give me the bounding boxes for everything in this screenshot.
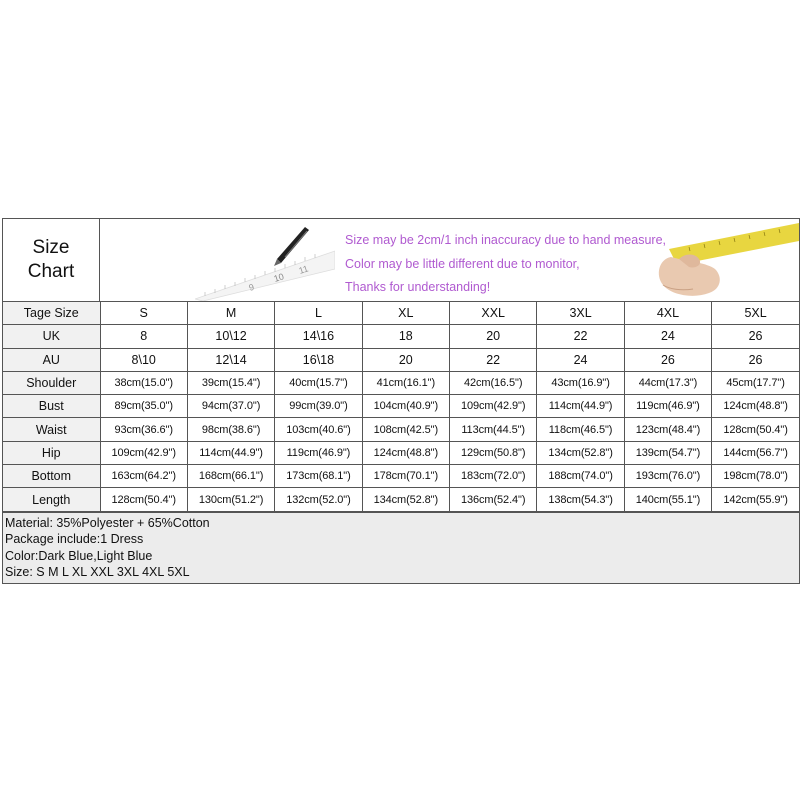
table-cell: 44cm(17.3") [624,371,711,394]
table-cell: 24 [624,325,711,348]
table-cell: 128cm(50.4") [712,418,799,441]
table-row [3,348,799,371]
table-header-row [3,302,799,325]
table-cell: 38cm(15.0") [100,371,187,394]
table-cell: 130cm(51.2") [187,488,274,511]
table-cell: 142cm(55.9") [712,488,799,511]
table-row [3,441,799,464]
size-header-cell: 4XL [624,302,711,325]
row-label: Bust [3,395,100,418]
table-cell: 132cm(52.0") [275,488,362,511]
row-label: Shoulder [3,371,100,394]
table-cell: 163cm(64.2") [100,465,187,488]
table-cell: 124cm(48.8") [362,441,449,464]
table-cell: 193cm(76.0") [624,465,711,488]
row-label: Bottom [3,465,100,488]
size-header-cell: 3XL [537,302,624,325]
note-line: Color may be little different due to monitor, [345,256,580,271]
row-label: Length [3,488,100,511]
table-cell: 45cm(17.7") [712,371,799,394]
table-row [3,325,799,348]
table-cell: 22 [537,325,624,348]
table-cell: 10\12 [187,325,274,348]
table-cell: 104cm(40.9") [362,395,449,418]
table-cell: 22 [450,348,537,371]
table-cell: 108cm(42.5") [362,418,449,441]
table-cell: 14\16 [275,325,362,348]
table-cell: 188cm(74.0") [537,465,624,488]
table-cell: 128cm(50.4") [100,488,187,511]
table-cell: 99cm(39.0") [275,395,362,418]
table-cell: 139cm(54.7") [624,441,711,464]
banner [100,219,799,301]
size-table [3,302,799,512]
table-cell: 16\18 [275,348,362,371]
note-line: Thanks for understanding! [345,280,491,294]
table-cell: 42cm(16.5") [450,371,537,394]
size-header-cell: M [187,302,274,325]
table-cell: 39cm(15.4") [187,371,274,394]
table-cell: 114cm(44.9") [537,395,624,418]
row-label: Waist [3,418,100,441]
table-cell: 134cm(52.8") [537,441,624,464]
table-cell: 129cm(50.8") [450,441,537,464]
size-chart [2,218,800,584]
table-cell: 123cm(48.4") [624,418,711,441]
table-cell: 118cm(46.5") [537,418,624,441]
table-cell: 140cm(55.1") [624,488,711,511]
table-cell: 94cm(37.0") [187,395,274,418]
table-cell: 20 [450,325,537,348]
table-cell: 198cm(78.0") [712,465,799,488]
table-cell: 168cm(66.1") [187,465,274,488]
row-label: UK [3,325,100,348]
table-cell: 26 [712,325,799,348]
table-cell: 134cm(52.8") [362,488,449,511]
table-cell: 40cm(15.7") [275,371,362,394]
table-row [3,395,799,418]
table-cell: 20 [362,348,449,371]
material-info: Material: 35%Polyester + 65%Cotton [5,515,210,530]
table-cell: 173cm(68.1") [275,465,362,488]
note-list [345,229,666,300]
table-cell: 24 [537,348,624,371]
table-cell: 144cm(56.7") [712,441,799,464]
size-header-cell: XXL [450,302,537,325]
package-info: Package include:1 Dress [5,532,144,547]
pencil-ruler-image [195,219,335,301]
table-cell: 12\14 [187,348,274,371]
ruler-number: 10 [272,271,286,284]
table-row [3,418,799,441]
row-label: AU [3,348,100,371]
table-cell: 93cm(36.6") [100,418,187,441]
table-cell: 98cm(38.6") [187,418,274,441]
table-cell: 41cm(16.1") [362,371,449,394]
table-cell: 119cm(46.9") [275,441,362,464]
title-line-1: Size [32,237,70,258]
product-info [3,512,799,583]
size-header-cell: 5XL [712,302,799,325]
size-chart-title [3,219,100,301]
table-cell: 113cm(44.5") [450,418,537,441]
table-cell: 89cm(35.0") [100,395,187,418]
color-info: Color:Dark Blue,Light Blue [5,548,153,563]
table-cell: 26 [624,348,711,371]
row-label: Hip [3,441,100,464]
table-row [3,465,799,488]
table-cell: 178cm(70.1") [362,465,449,488]
note-line: Size may be 2cm/1 inch inaccuracy due to hand measure, [345,233,667,247]
measuring-tape-hand-image [649,219,799,301]
chart-header [3,219,799,302]
table-row [3,371,799,394]
title-line-2: Chart [27,261,75,282]
table-cell: 183cm(72.0") [450,465,537,488]
size-header-cell: S [100,302,187,325]
size-info: Size: S M L XL XXL 3XL 4XL 5XL [5,565,190,580]
table-cell: 138cm(54.3") [537,488,624,511]
ruler-number: 11 [297,263,310,276]
size-header-cell: XL [362,302,449,325]
table-cell: 43cm(16.9") [537,371,624,394]
table-cell: 109cm(42.9") [100,441,187,464]
table-cell: 119cm(46.9") [624,395,711,418]
row-label: Tage Size [3,302,100,325]
size-header-cell: L [275,302,362,325]
table-row [3,488,799,511]
table-cell: 136cm(52.4") [450,488,537,511]
table-cell: 124cm(48.8") [712,395,799,418]
table-cell: 114cm(44.9") [187,441,274,464]
table-cell: 26 [712,348,799,371]
table-cell: 18 [362,325,449,348]
table-cell: 8\10 [100,348,187,371]
ruler-number: 9 [247,281,256,293]
table-cell: 103cm(40.6") [275,418,362,441]
table-cell: 8 [100,325,187,348]
table-cell: 109cm(42.9") [450,395,537,418]
